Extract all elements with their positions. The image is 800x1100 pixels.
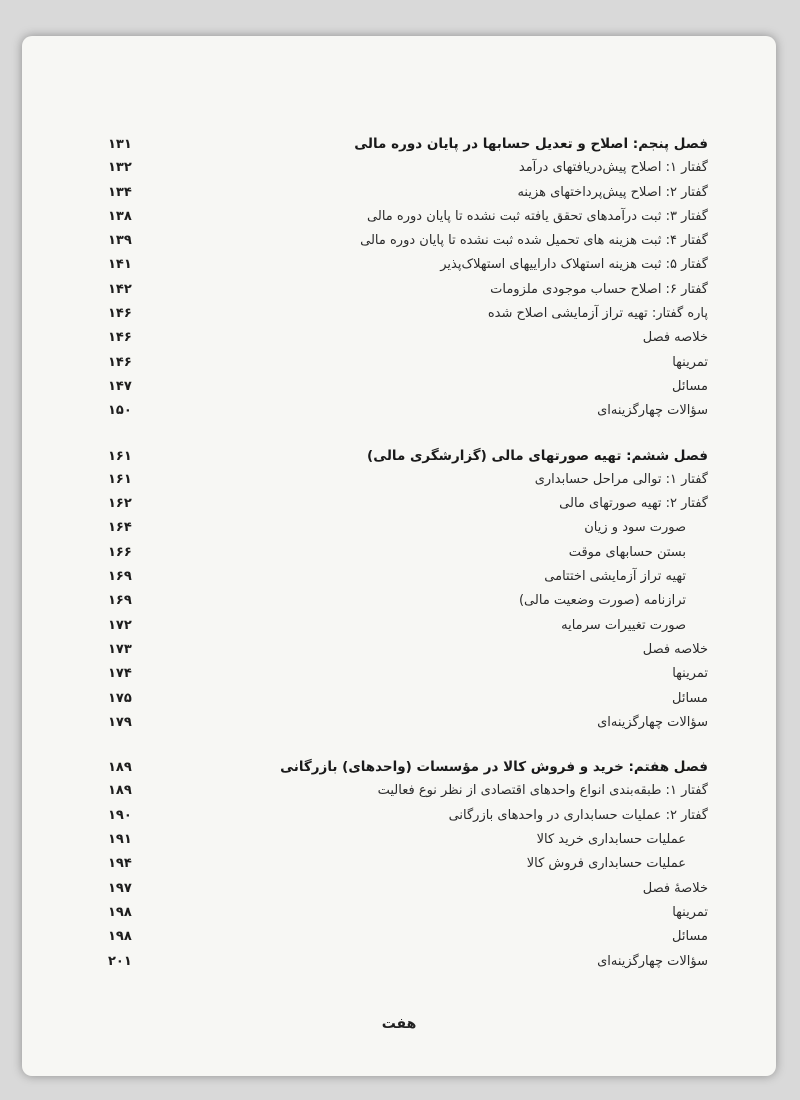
toc-entry-label: گفتار ۲: عملیات حسابداری در واحدهای بازرگانی <box>448 807 708 823</box>
toc-entry-page-number: ۱۹۸ <box>108 904 132 920</box>
toc-entry <box>108 856 708 880</box>
toc-entry-label: خلاصه فصل <box>642 641 708 657</box>
toc-entry-page-number: ۱۳۸ <box>108 208 132 224</box>
toc-entry-page-number: ۱۶۹ <box>108 569 132 585</box>
toc-entry <box>108 403 708 427</box>
toc-entry-page-number: ۱۹۷ <box>108 880 132 896</box>
toc-entry-page-number: ۱۶۲ <box>108 496 132 512</box>
toc-entry <box>108 929 708 953</box>
toc-entry-label: مسائل <box>672 378 708 394</box>
toc-entry-label: تهیه تراز آزمایشی اختتامی <box>544 569 686 585</box>
toc-entry-label: پاره گفتار: تهیه تراز آزمایشی اصلاح شده <box>487 306 708 322</box>
toc-entry <box>108 496 708 520</box>
toc-entry <box>108 569 708 593</box>
toc-entry-page-number: ۱۷۳ <box>108 641 132 657</box>
toc-entry-label: ترازنامه (صورت وضعیت مالی) <box>518 593 686 609</box>
chapter-heading <box>108 136 708 160</box>
toc-entry-page-number: ۱۶۴ <box>108 520 132 536</box>
toc-entry-label: سؤالات چهارگزینه‌ای <box>597 403 708 419</box>
toc-entry-label: صورت تغییرات سرمایه <box>561 617 686 633</box>
book-page <box>22 36 776 1076</box>
toc-entry-label: تمرینها <box>672 666 708 682</box>
toc-entry <box>108 472 708 496</box>
toc-entry <box>108 355 708 379</box>
chapter-heading <box>108 448 708 472</box>
toc-entry-label: گفتار ۳: ثبت درآمدهای تحقق یافته ثبت نشده تا پایان دوره مالی <box>367 208 708 224</box>
toc-entry-label: عملیات حسابداری خرید کالا <box>536 832 686 848</box>
toc-entry <box>108 520 708 544</box>
toc-entry-page-number: ۱۸۹ <box>108 783 132 799</box>
chapter-title: فصل پنجم: اصلاح و تعدیل حسابها در پایان دوره مالی <box>354 136 708 152</box>
toc-entry-label: صورت سود و زیان <box>584 520 686 536</box>
toc-entry-page-number: ۱۳۲ <box>108 160 132 176</box>
toc-entry-page-number: ۱۳۴ <box>108 184 132 200</box>
toc-entry <box>108 379 708 403</box>
toc-entry <box>108 209 708 233</box>
toc-entry-label: بستن حسابهای موقت <box>568 544 686 560</box>
toc-entry <box>108 783 708 807</box>
toc-entry-page-number: ۱۹۴ <box>108 856 132 872</box>
toc-entry <box>108 618 708 642</box>
toc-entry <box>108 545 708 569</box>
toc-entry-page-number: ۱۹۰ <box>108 807 132 823</box>
toc-entry-label: خلاصه فصل <box>642 330 708 346</box>
toc-entry-label: گفتار ۴: ثبت هزینه های تحمیل شده ثبت نشده تا پایان دوره مالی <box>360 233 708 249</box>
toc-entry-page-number: ۲۰۱ <box>108 953 132 969</box>
toc-entry-label: گفتار ۱: توالی مراحل حسابداری <box>534 471 708 487</box>
toc-entry-label: مسائل <box>672 690 708 706</box>
toc-entry <box>108 306 708 330</box>
toc-entry-page-number: ۱۴۲ <box>108 281 132 297</box>
section-gap <box>108 739 708 759</box>
toc-entry-label: گفتار ۵: ثبت هزینه استهلاک داراییهای استهلاک‌پذیر <box>440 257 708 273</box>
toc-entry <box>108 954 708 978</box>
toc-entry-page-number: ۱۳۹ <box>108 233 132 249</box>
toc-entry-page-number: ۱۶۱ <box>108 471 132 487</box>
toc-entry-label: گفتار ۲: تهیه صورتهای مالی <box>559 496 708 512</box>
toc-entry-page-number: ۱۷۴ <box>108 666 132 682</box>
chapter-page-number: ۱۶۱ <box>108 448 132 464</box>
toc-entry <box>108 666 708 690</box>
toc-entry-page-number: ۱۴۷ <box>108 378 132 394</box>
toc-entry <box>108 881 708 905</box>
toc-entry-page-number: ۱۴۶ <box>108 306 132 322</box>
toc-entry <box>108 185 708 209</box>
toc-entry-label: تمرینها <box>672 354 708 370</box>
toc-entry-label: گفتار ۱: اصلاح پیش‌دریافتهای درآمد <box>518 160 708 176</box>
toc-entry <box>108 715 708 739</box>
toc-entry-page-number: ۱۴۶ <box>108 330 132 346</box>
toc-entry-page-number: ۱۶۹ <box>108 593 132 609</box>
toc-entry <box>108 691 708 715</box>
toc-entry <box>108 905 708 929</box>
section-gap <box>108 428 708 448</box>
toc-entry-label: گفتار ۶: اصلاح حساب موجودی ملزومات <box>490 281 708 297</box>
toc-entry-page-number: ۱۹۸ <box>108 929 132 945</box>
toc-entry-page-number: ۱۷۲ <box>108 617 132 633</box>
toc-entry <box>108 282 708 306</box>
toc-entry <box>108 257 708 281</box>
page-number-footer: هفت <box>381 1016 417 1032</box>
toc-entry-label: گفتار ۱: طبقه‌بندی انواع واحدهای اقتصادی از نظر نوع فعالیت <box>377 783 708 799</box>
toc-entry-label: سؤالات چهارگزینه‌ای <box>597 953 708 969</box>
toc-entry-label: عملیات حسابداری فروش کالا <box>526 856 686 872</box>
chapter-title: فصل ششم: تهیه صورتهای مالی (گزارشگری مالی) <box>367 447 708 464</box>
chapter-title: فصل هفتم: خرید و فروش کالا در مؤسسات (واحدهای) بازرگانی <box>280 759 708 776</box>
toc-entry <box>108 642 708 666</box>
toc-entry-page-number: ۱۷۹ <box>108 714 132 730</box>
toc-entry-label: گفتار ۲: اصلاح پیش‌پرداختهای هزینه <box>517 184 708 200</box>
chapter-page-number: ۱۳۱ <box>108 137 132 152</box>
toc-entry-page-number: ۱۷۵ <box>108 690 132 706</box>
chapter-page-number: ۱۸۹ <box>108 760 132 776</box>
toc-entry <box>108 593 708 617</box>
toc-entry-label: تمرینها <box>672 904 708 920</box>
toc-entry-page-number: ۱۴۶ <box>108 354 132 370</box>
toc-entry-label: خلاصهٔ فصل <box>642 880 708 896</box>
toc-entry-label: سؤالات چهارگزینه‌ای <box>597 714 708 730</box>
toc-entry <box>108 233 708 257</box>
toc-entry-page-number: ۱۴۱ <box>108 257 132 273</box>
toc-entry <box>108 808 708 832</box>
toc-entry <box>108 160 708 184</box>
toc-entry <box>108 330 708 354</box>
toc-entry-page-number: ۱۵۰ <box>108 403 132 419</box>
toc-entry-page-number: ۱۹۱ <box>108 832 132 848</box>
toc-entry-page-number: ۱۶۶ <box>108 544 132 560</box>
chapter-heading <box>108 759 708 783</box>
toc-entry <box>108 832 708 856</box>
table-of-contents <box>108 136 708 978</box>
toc-entry-label: مسائل <box>672 929 708 945</box>
